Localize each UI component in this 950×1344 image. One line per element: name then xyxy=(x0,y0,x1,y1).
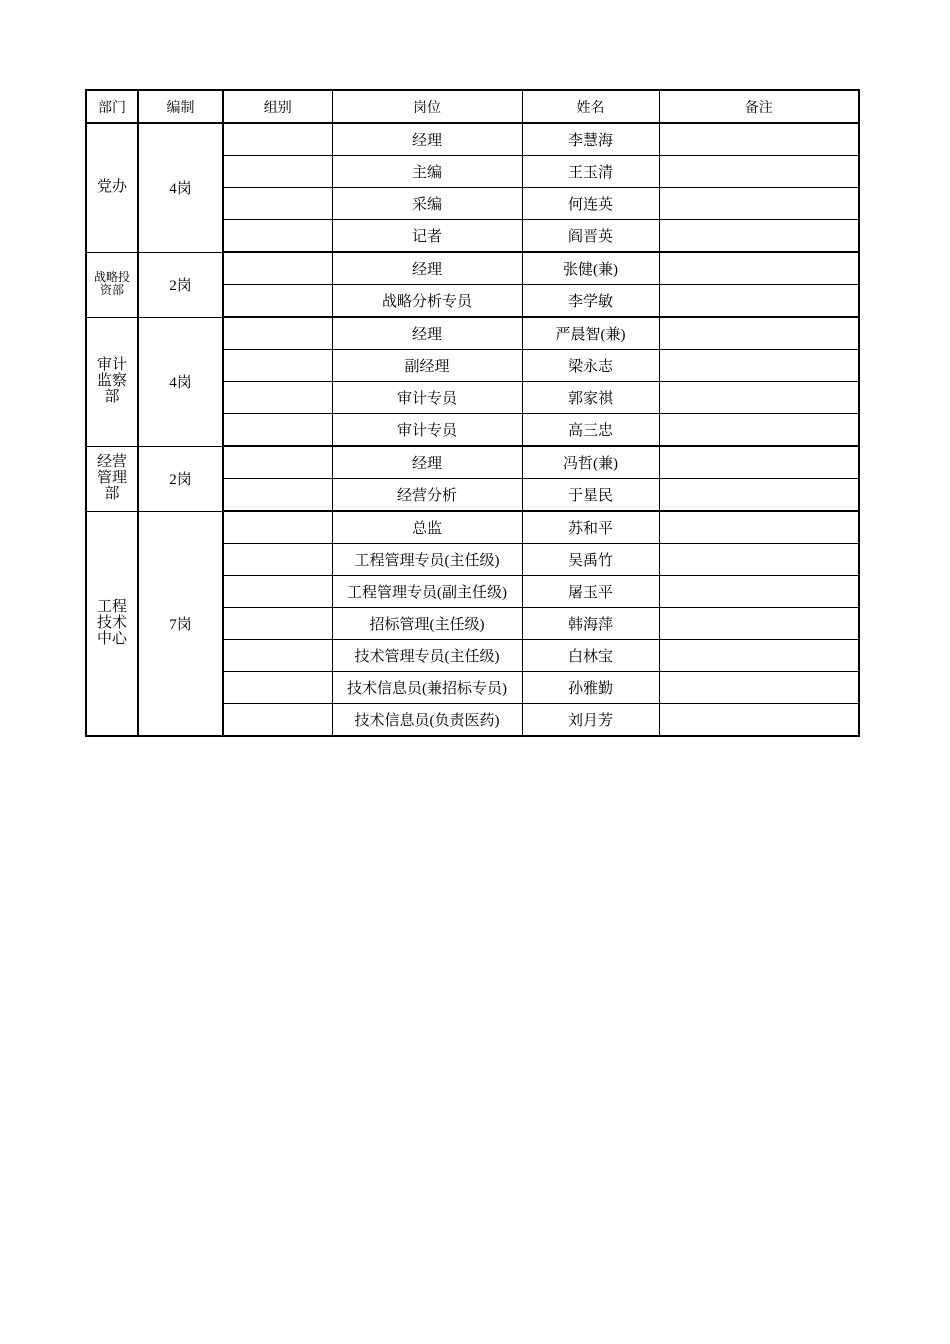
header-group: 组别 xyxy=(223,90,332,123)
group-cell xyxy=(223,188,332,220)
position-cell: 招标管理(主任级) xyxy=(332,608,522,640)
dept-cell-party-office: 党办 xyxy=(86,123,138,252)
remark-cell xyxy=(659,317,859,350)
group-cell xyxy=(223,640,332,672)
quota-cell: 4岗 xyxy=(138,317,223,446)
quota-cell: 2岗 xyxy=(138,252,223,317)
position-cell: 审计专员 xyxy=(332,414,522,447)
remark-cell xyxy=(659,511,859,544)
remark-cell xyxy=(659,704,859,737)
group-cell xyxy=(223,446,332,479)
position-cell: 经理 xyxy=(332,317,522,350)
group-cell xyxy=(223,414,332,447)
name-cell: 冯哲(兼) xyxy=(522,446,659,479)
position-cell: 技术信息员(兼招标专员) xyxy=(332,672,522,704)
position-cell: 工程管理专员(副主任级) xyxy=(332,576,522,608)
remark-cell xyxy=(659,479,859,512)
position-cell: 战略分析专员 xyxy=(332,285,522,318)
name-cell: 张健(兼) xyxy=(522,252,659,285)
name-cell: 严晨智(兼) xyxy=(522,317,659,350)
name-cell: 吴禹竹 xyxy=(522,544,659,576)
remark-cell xyxy=(659,123,859,156)
remark-cell xyxy=(659,350,859,382)
group-cell xyxy=(223,123,332,156)
name-cell: 高三忠 xyxy=(522,414,659,447)
remark-cell xyxy=(659,220,859,253)
dept-cell-audit-supervision: 审计监察部 xyxy=(86,317,138,446)
dept-cell-engineering-tech-center: 工程技术中心 xyxy=(86,511,138,736)
group-cell xyxy=(223,156,332,188)
quota-cell: 4岗 xyxy=(138,123,223,252)
position-cell: 技术管理专员(主任级) xyxy=(332,640,522,672)
header-dept: 部门 xyxy=(86,90,138,123)
remark-cell xyxy=(659,156,859,188)
group-cell xyxy=(223,252,332,285)
header-name: 姓名 xyxy=(522,90,659,123)
group-cell xyxy=(223,511,332,544)
remark-cell xyxy=(659,188,859,220)
position-cell: 技术信息员(负责医药) xyxy=(332,704,522,737)
remark-cell xyxy=(659,285,859,318)
remark-cell xyxy=(659,608,859,640)
group-cell xyxy=(223,608,332,640)
name-cell: 白林宝 xyxy=(522,640,659,672)
name-cell: 于星民 xyxy=(522,479,659,512)
name-cell: 韩海萍 xyxy=(522,608,659,640)
name-cell: 李慧海 xyxy=(522,123,659,156)
table-row xyxy=(86,123,859,156)
remark-cell xyxy=(659,576,859,608)
remark-cell xyxy=(659,640,859,672)
header-remark: 备注 xyxy=(659,90,859,123)
name-cell: 王玉清 xyxy=(522,156,659,188)
name-cell: 郭家祺 xyxy=(522,382,659,414)
position-cell: 采编 xyxy=(332,188,522,220)
remark-cell xyxy=(659,414,859,447)
name-cell: 苏和平 xyxy=(522,511,659,544)
table-row xyxy=(86,446,859,479)
position-cell: 经营分析 xyxy=(332,479,522,512)
group-cell xyxy=(223,479,332,512)
group-cell xyxy=(223,704,332,737)
position-cell: 工程管理专员(主任级) xyxy=(332,544,522,576)
position-cell: 经理 xyxy=(332,252,522,285)
group-cell xyxy=(223,576,332,608)
group-cell xyxy=(223,382,332,414)
position-cell: 副经理 xyxy=(332,350,522,382)
table-row xyxy=(86,511,859,544)
name-cell: 屠玉平 xyxy=(522,576,659,608)
remark-cell xyxy=(659,446,859,479)
position-cell: 经理 xyxy=(332,123,522,156)
group-cell xyxy=(223,544,332,576)
remark-cell xyxy=(659,672,859,704)
position-cell: 经理 xyxy=(332,446,522,479)
table-row xyxy=(86,317,859,350)
header-quota: 编制 xyxy=(138,90,223,123)
staffing-table xyxy=(85,89,860,737)
header-position: 岗位 xyxy=(332,90,522,123)
quota-cell: 2岗 xyxy=(138,446,223,511)
table-row xyxy=(86,252,859,285)
dept-cell-business-management: 经营管理部 xyxy=(86,446,138,511)
name-cell: 何连英 xyxy=(522,188,659,220)
position-cell: 审计专员 xyxy=(332,382,522,414)
dept-cell-strategy-investment: 战略投资部 xyxy=(86,252,138,317)
remark-cell xyxy=(659,382,859,414)
group-cell xyxy=(223,220,332,253)
position-cell: 主编 xyxy=(332,156,522,188)
name-cell: 李学敏 xyxy=(522,285,659,318)
group-cell xyxy=(223,285,332,318)
name-cell: 阎晋英 xyxy=(522,220,659,253)
quota-cell: 7岗 xyxy=(138,511,223,736)
name-cell: 孙雅勤 xyxy=(522,672,659,704)
name-cell: 梁永志 xyxy=(522,350,659,382)
name-cell: 刘月芳 xyxy=(522,704,659,737)
position-cell: 总监 xyxy=(332,511,522,544)
header-row xyxy=(86,90,859,123)
group-cell xyxy=(223,317,332,350)
remark-cell xyxy=(659,544,859,576)
group-cell xyxy=(223,350,332,382)
remark-cell xyxy=(659,252,859,285)
position-cell: 记者 xyxy=(332,220,522,253)
group-cell xyxy=(223,672,332,704)
